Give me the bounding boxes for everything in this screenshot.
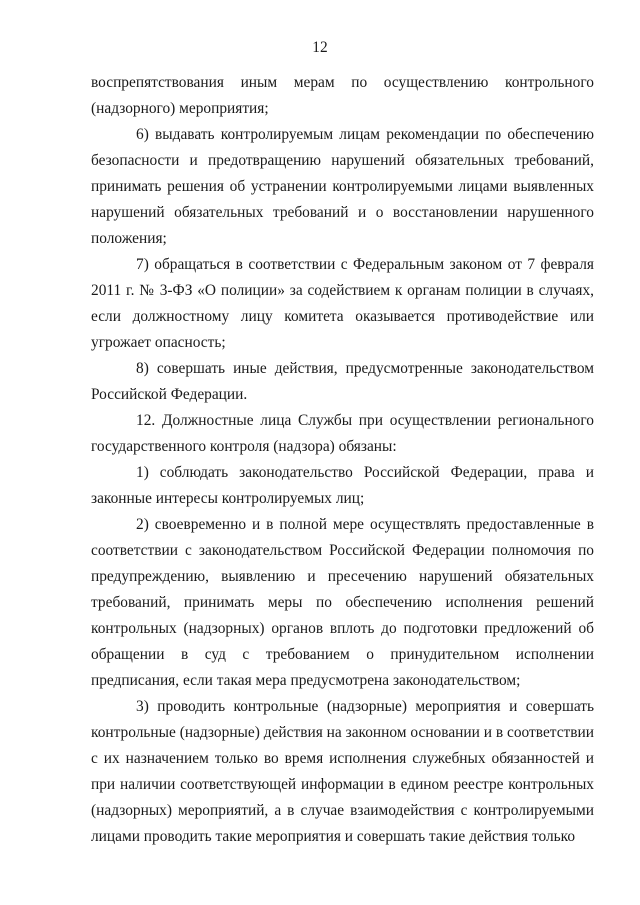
paragraph-item-7: 7) обращаться в соответствии с Федеральным законом от 7 февраля 2011 г. № 3-ФЗ «О полиции» за содействием к органам полиции в случаях, если должностному лицу комитета оказывается противодействие или угрожает опасность; — [91, 256, 594, 351]
paragraph-continuation: воспрепятствования иным мерам по осуществлению контрольного (надзорного) мероприятия; — [91, 74, 594, 117]
paragraph-item-6: 6) выдавать контролируемым лицам рекомендации по обеспечению безопасности и предотвращению нарушений обязательных требований, принимать решения об устранении контролируемыми лицами выявленных нарушений обязательных требований и о восстановлении нарушенного положения; — [91, 126, 594, 247]
paragraph-duty-3: 3) проводить контрольные (надзорные) мероприятия и совершать контрольные (надзорные) действия на законном основании и в соответствии с их назначением только во время исполнения служебных обязанностей и при наличии соответствующей информации в едином реестре контрольных (надзорных) мероприятий, а в случае взаимодействия с контролируемыми лицами проводить такие мероприятия и совершать такие действия только — [91, 698, 594, 845]
paragraph-duty-1: 1) соблюдать законодательство Российской Федерации, права и законные интересы контролируемых лиц; — [91, 464, 594, 507]
page-number: 12 — [312, 39, 328, 56]
paragraph-duty-2: 2) своевременно и в полной мере осуществлять предоставленные в соответствии с законодательством Российской Федерации полномочия по предупреждению, выявлению и пресечению нарушений обязательных требований, принимать меры по обеспечению исполнения решений контрольных (надзорных) органов вплоть до подготовки предложений об обращении в суд с требованием о принудительном исполнении предписания, если такая мера предусмотрена законодательством; — [91, 516, 594, 689]
paragraph-section-12: 12. Должностные лица Службы при осуществлении регионального государственного контроля (надзора) обязаны: — [91, 412, 594, 455]
paragraph-item-8: 8) совершать иные действия, предусмотренные законодательством Российской Федерации. — [91, 360, 594, 403]
document-body — [91, 70, 594, 850]
